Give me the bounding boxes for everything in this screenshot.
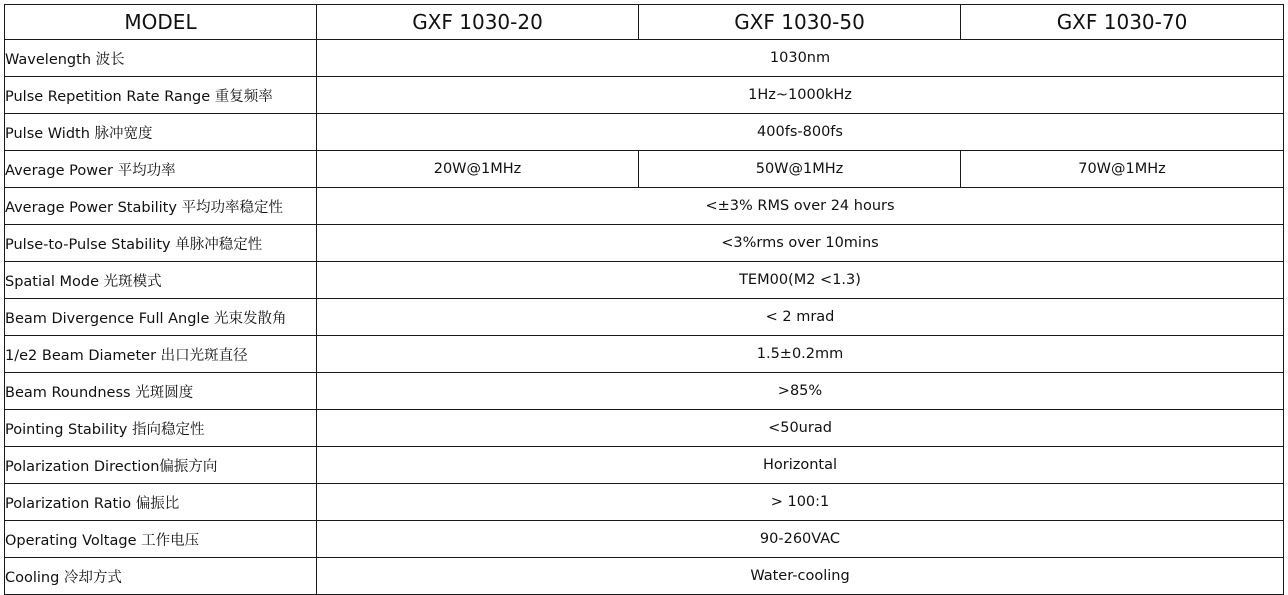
row-value: < 2 mrad — [317, 299, 1284, 336]
table-row — [5, 410, 1284, 447]
row-value: 1030nm — [317, 40, 1284, 77]
table-row — [5, 262, 1284, 299]
row-label: Pointing Stability 指向稳定性 — [5, 410, 317, 447]
table-row — [5, 114, 1284, 151]
row-value: Horizontal — [317, 447, 1284, 484]
row-value: TEM00(M2 <1.3) — [317, 262, 1284, 299]
row-label: Pulse-to-Pulse Stability 单脉冲稳定性 — [5, 225, 317, 262]
table-row — [5, 77, 1284, 114]
model-header-3: GXF 1030-70 — [961, 5, 1284, 40]
row-label: Beam Divergence Full Angle 光束发散角 — [5, 299, 317, 336]
row-label: Average Power 平均功率 — [5, 151, 317, 188]
table-row — [5, 558, 1284, 595]
row-value: 1Hz~1000kHz — [317, 77, 1284, 114]
row-label: Wavelength 波长 — [5, 40, 317, 77]
row-label: Operating Voltage 工作电压 — [5, 521, 317, 558]
model-header-1: GXF 1030-20 — [317, 5, 639, 40]
row-label: Beam Roundness 光斑圆度 — [5, 373, 317, 410]
row-value-model-1: 20W@1MHz — [317, 151, 639, 188]
row-value-model-3: 70W@1MHz — [961, 151, 1284, 188]
model-header-2: GXF 1030-50 — [639, 5, 961, 40]
row-value: 400fs-800fs — [317, 114, 1284, 151]
row-value: <3%rms over 10mins — [317, 225, 1284, 262]
table-row — [5, 484, 1284, 521]
row-value: <±3% RMS over 24 hours — [317, 188, 1284, 225]
row-value: Water-cooling — [317, 558, 1284, 595]
row-label: 1/e2 Beam Diameter 出口光斑直径 — [5, 336, 317, 373]
table-row — [5, 225, 1284, 262]
table-row — [5, 336, 1284, 373]
header-row — [5, 5, 1284, 40]
row-label: Pulse Repetition Rate Range 重复频率 — [5, 77, 317, 114]
row-value: > 100:1 — [317, 484, 1284, 521]
row-label: Spatial Mode 光斑模式 — [5, 262, 317, 299]
table-row — [5, 151, 1284, 188]
table-row — [5, 188, 1284, 225]
row-label: Cooling 冷却方式 — [5, 558, 317, 595]
row-label: Polarization Direction偏振方向 — [5, 447, 317, 484]
spec-table — [4, 4, 1284, 595]
table-row — [5, 373, 1284, 410]
table-row — [5, 299, 1284, 336]
row-label: Polarization Ratio 偏振比 — [5, 484, 317, 521]
table-row — [5, 40, 1284, 77]
row-label: Pulse Width 脉冲宽度 — [5, 114, 317, 151]
table-row — [5, 447, 1284, 484]
model-header: MODEL — [5, 5, 317, 40]
row-value: <50urad — [317, 410, 1284, 447]
row-label: Average Power Stability 平均功率稳定性 — [5, 188, 317, 225]
row-value: 1.5±0.2mm — [317, 336, 1284, 373]
row-value-model-2: 50W@1MHz — [639, 151, 961, 188]
table-row — [5, 521, 1284, 558]
row-value: 90-260VAC — [317, 521, 1284, 558]
row-value: >85% — [317, 373, 1284, 410]
